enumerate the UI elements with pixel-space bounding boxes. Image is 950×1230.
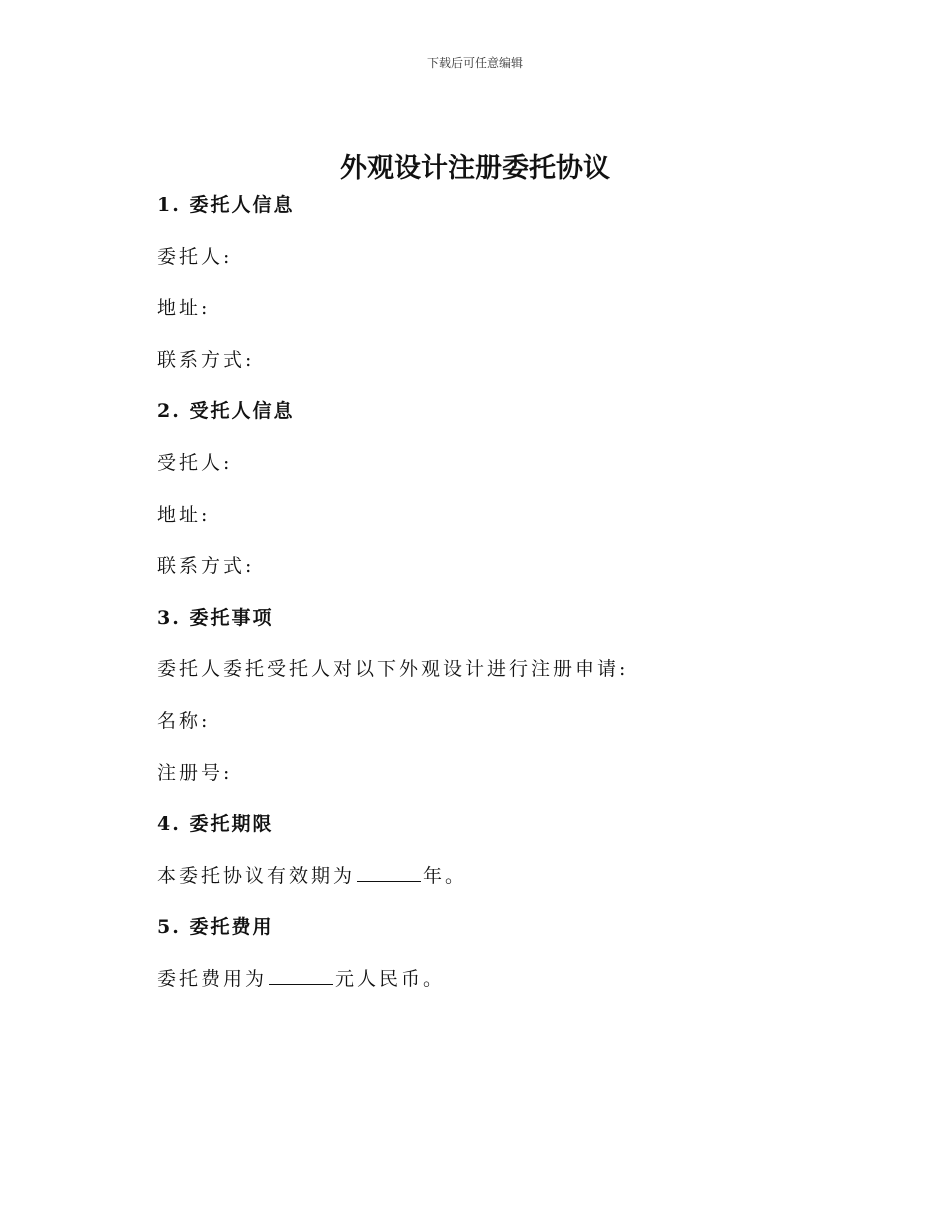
section-heading-term: 4. 委托期限 bbox=[157, 813, 274, 836]
term-line bbox=[157, 863, 797, 889]
registration-number-line: 注册号: bbox=[157, 761, 233, 784]
client-address-line: 地址: bbox=[157, 297, 211, 320]
document-title: 外观设计注册委托协议 bbox=[340, 153, 610, 184]
design-name-line: 名称: bbox=[157, 709, 211, 732]
term-text-before: 本委托协议有效期为 bbox=[157, 864, 356, 887]
section-heading-client-info: 1. 委托人信息 bbox=[157, 194, 295, 216]
fee-text-after: 元人民币。 bbox=[335, 967, 446, 990]
page-header-note: 下载后可任意编辑 bbox=[426, 56, 523, 70]
term-text-after: 年。 bbox=[423, 864, 468, 887]
client-name-line: 委托人: bbox=[157, 245, 233, 268]
document-body bbox=[157, 192, 797, 1018]
section-heading-agent-info: 2. 受托人信息 bbox=[157, 400, 295, 423]
agent-contact-line: 联系方式: bbox=[157, 555, 255, 578]
section-heading-fee: 5. 委托费用 bbox=[157, 916, 274, 939]
term-years-blank bbox=[357, 863, 421, 882]
fee-amount-blank bbox=[269, 966, 333, 985]
fee-text-before: 委托费用为 bbox=[157, 967, 268, 990]
section-heading-matters: 3. 委托事项 bbox=[157, 606, 274, 629]
fee-line bbox=[157, 966, 797, 992]
agent-name-line: 受托人: bbox=[157, 451, 233, 474]
agent-address-line: 地址: bbox=[157, 503, 211, 526]
client-contact-line: 联系方式: bbox=[157, 348, 255, 371]
matters-description-line: 委托人委托受托人对以下外观设计进行注册申请: bbox=[157, 658, 629, 681]
